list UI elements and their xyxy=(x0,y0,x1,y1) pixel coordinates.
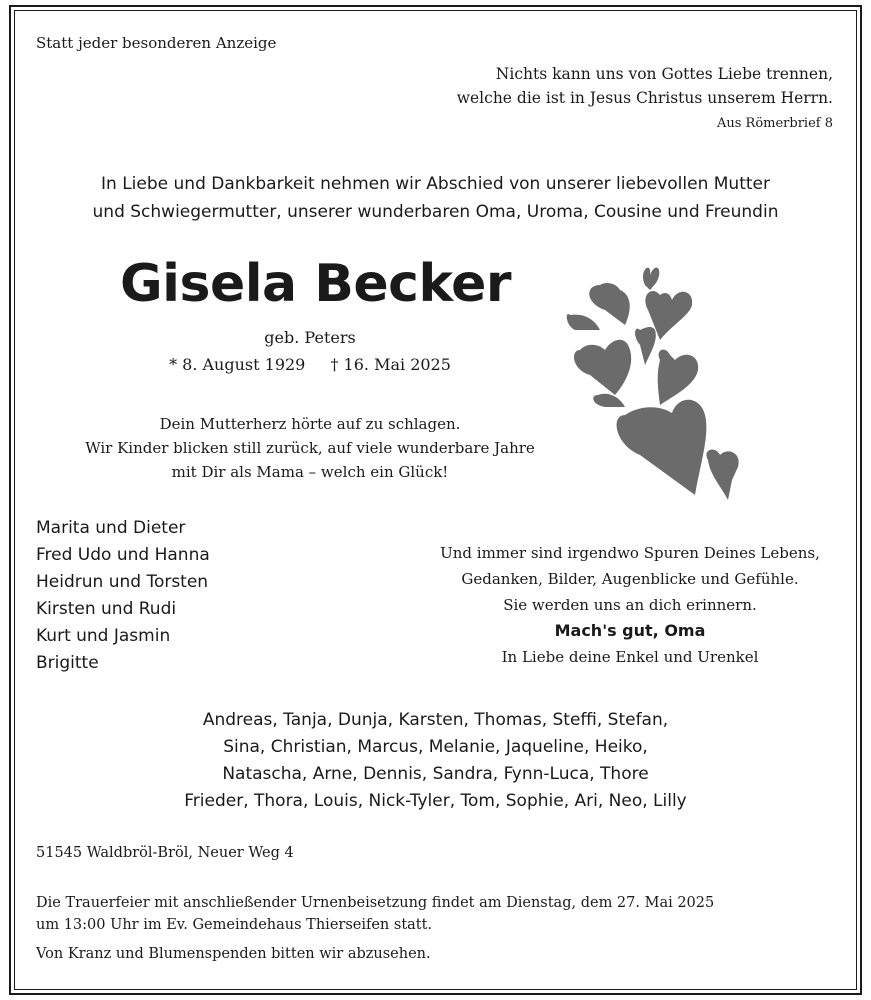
header-note: Statt jeder besonderen Anzeige xyxy=(36,34,277,52)
traces-line: Sie werden uns an dich erinnern. xyxy=(503,596,757,614)
grandchildren-line: Frieder, Thora, Louis, Nick-Tyler, Tom, Sophie, Ari, Neo, Lilly xyxy=(184,791,687,811)
family-member: Heidrun und Torsten xyxy=(36,572,209,592)
traces-line: Gedanken, Bilder, Augenblicke und Gefühle. xyxy=(461,570,799,588)
birth-date: * 8. August 1929 xyxy=(169,355,306,374)
family-member: Fred Udo und Hanna xyxy=(36,545,210,565)
life-dates xyxy=(0,355,620,374)
flowers-note: Von Kranz und Blumenspenden bitten wir abzusehen. xyxy=(36,946,431,962)
verse-line: mit Dir als Mama – welch ein Glück! xyxy=(171,463,449,481)
family-member: Marita und Dieter xyxy=(36,518,186,538)
family-list xyxy=(36,515,210,677)
grandchildren-line: Natascha, Arne, Dennis, Sandra, Fynn-Luca, Thore xyxy=(222,764,649,784)
death-date: † 16. Mai 2025 xyxy=(330,355,451,374)
service-line: Die Trauerfeier mit anschließender Urnenbeisetzung findet am Dienstag, dem 27. Mai 2025 xyxy=(36,895,715,911)
service-line: um 13:00 Uhr im Ev. Gemeindehaus Thierseifen statt. xyxy=(36,917,433,933)
quote-source: Aus Römerbrief 8 xyxy=(716,116,833,131)
traces-signature: In Liebe deine Enkel und Urenkel xyxy=(501,648,759,666)
family-member: Brigitte xyxy=(36,653,99,673)
born-name: geb. Peters xyxy=(264,328,356,347)
grandchildren-line: Andreas, Tanja, Dunja, Karsten, Thomas, Steffi, Stefan, xyxy=(202,710,669,730)
deceased-name: Gisela Becker xyxy=(120,254,512,314)
traces-line: Und immer sind irgendwo Spuren Deines Lebens, xyxy=(440,544,820,562)
quote-line: welche die ist in Jesus Christus unserem Herrn. xyxy=(456,89,833,107)
verse xyxy=(0,412,620,484)
verse-line: Dein Mutterherz hörte auf zu schlagen. xyxy=(159,415,461,433)
grandchildren-list xyxy=(0,707,871,815)
bible-quote xyxy=(457,62,833,110)
intro-text xyxy=(0,170,871,226)
verse-line: Wir Kinder blicken still zurück, auf viele wunderbare Jahre xyxy=(85,439,535,457)
intro-line: und Schwiegermutter, unserer wunderbaren Oma, Uroma, Cousine und Freundin xyxy=(92,202,779,222)
address: 51545 Waldbröl-Bröl, Neuer Weg 4 xyxy=(36,845,294,861)
quote-line: Nichts kann uns von Gottes Liebe trennen, xyxy=(495,65,833,83)
traces-text xyxy=(430,540,830,670)
grandchildren-line: Sina, Christian, Marcus, Melanie, Jaqueline, Heiko, xyxy=(223,737,648,757)
farewell-line: Mach's gut, Oma xyxy=(554,621,706,640)
hearts-icon xyxy=(560,255,750,509)
family-member: Kurt und Jasmin xyxy=(36,626,171,646)
intro-line: In Liebe und Dankbarkeit nehmen wir Abschied von unserer liebevollen Mutter xyxy=(101,174,770,194)
service-info xyxy=(36,892,714,936)
family-member: Kirsten und Rudi xyxy=(36,599,177,619)
